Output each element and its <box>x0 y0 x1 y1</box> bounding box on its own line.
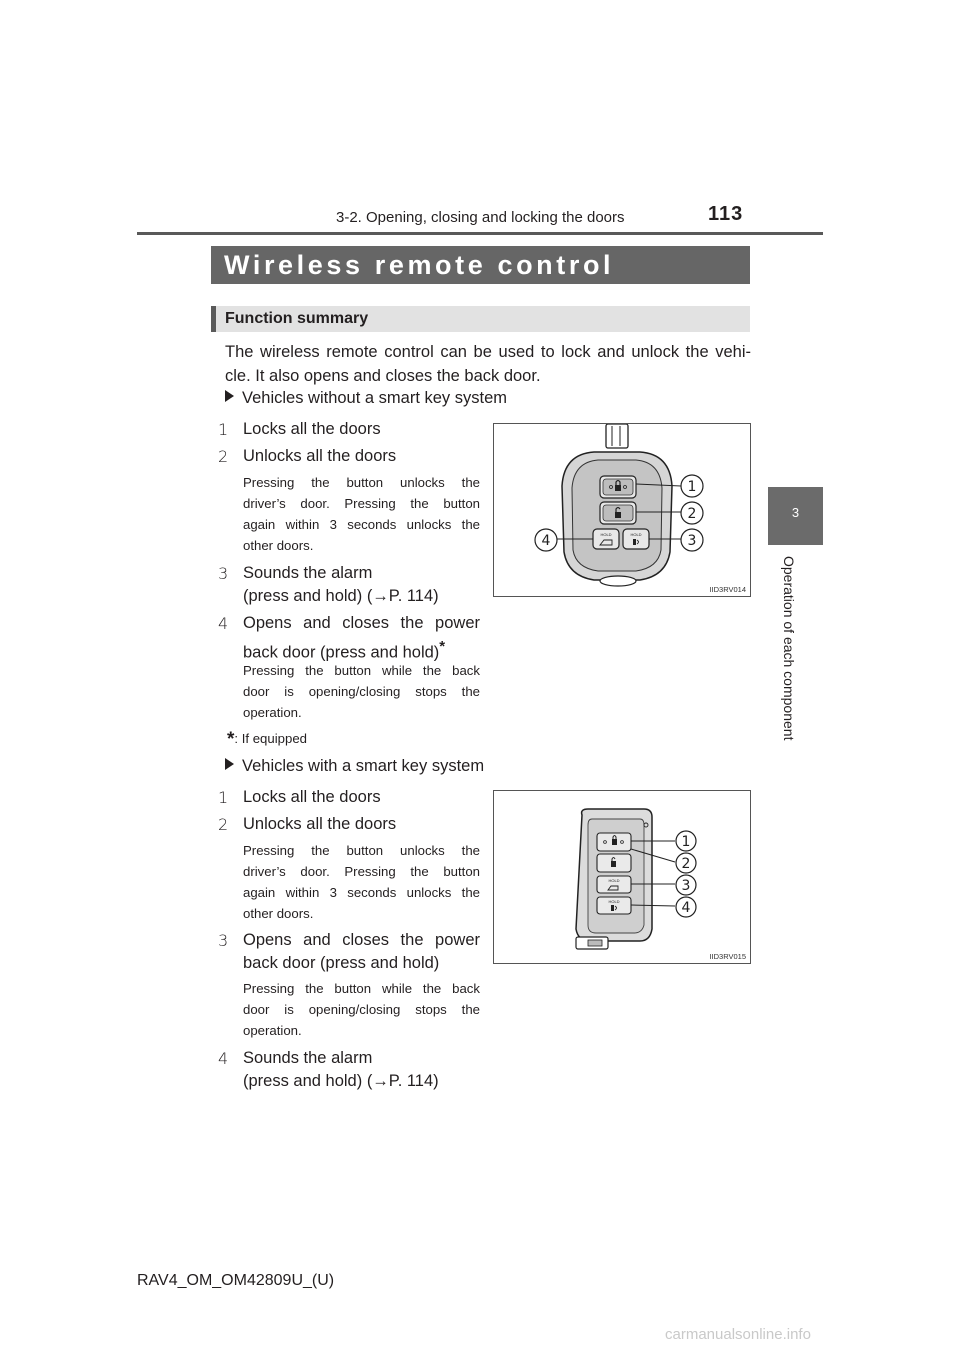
item-number: 4 <box>218 614 229 633</box>
item-number: 1 <box>218 420 229 439</box>
note-line: driver’s door. Pressing the button <box>243 864 480 879</box>
page-title: Wireless remote control <box>224 250 615 280</box>
item-text-line-1: Opens and closes the power <box>243 614 480 632</box>
document-code: RAV4_OM_OM42809U_(U) <box>137 1272 335 1289</box>
callout-number: 1 <box>681 834 691 850</box>
item-number: 2 <box>218 447 229 466</box>
item-text-line-2: (press and hold) (→P. 114) <box>243 1072 439 1090</box>
note-line: driver’s door. Pressing the button <box>243 496 480 511</box>
case-heading-without-smart-key <box>225 389 507 408</box>
item-number: 4 <box>218 1049 229 1068</box>
note-line: Pressing the button unlocks the <box>243 843 480 858</box>
item-note <box>243 978 480 1041</box>
section-header: 3-2. Opening, closing and locking the doors <box>336 209 625 226</box>
item-note <box>243 472 480 556</box>
note-line: other doors. <box>243 538 314 553</box>
intro-paragraph <box>225 340 751 388</box>
chapter-tab-label-wrap <box>777 556 797 756</box>
figure-key-without-smart-key <box>493 423 751 597</box>
note-line: Pressing the button while the back <box>243 663 480 678</box>
item-text-line-2-text: back door (press and hold) <box>243 643 440 662</box>
note-line: other doors. <box>243 906 314 921</box>
callout-number: 3 <box>687 533 697 549</box>
note-line: operation. <box>243 705 302 720</box>
figure-key-with-smart-key <box>493 790 751 964</box>
note-line: door is opening/closing stops the <box>243 684 480 699</box>
item-number: 3 <box>218 931 229 950</box>
note-line: door is opening/closing stops the <box>243 1002 480 1017</box>
smart-key-illustration <box>494 791 750 963</box>
item-note <box>243 840 480 924</box>
key-fob-illustration <box>494 424 750 596</box>
note-line: again within 3 seconds unlocks the <box>243 885 480 900</box>
footnote-mark: * <box>227 729 235 750</box>
hold-label: HOLD <box>600 532 612 537</box>
item-number: 2 <box>218 815 229 834</box>
callout-number: 2 <box>687 506 697 522</box>
item-text-line-1: Sounds the alarm <box>243 564 373 582</box>
page-number: 113 <box>708 203 744 225</box>
hold-label: HOLD <box>608 878 620 883</box>
note-line: again within 3 seconds unlocks the <box>243 517 480 532</box>
item-number: 1 <box>218 788 229 807</box>
footnote-text: : If equipped <box>234 731 307 746</box>
item-text: Unlocks all the doors <box>243 447 397 465</box>
item-text-line-1: Opens and closes the power <box>243 931 480 949</box>
callout-number: 1 <box>687 479 697 495</box>
intro-line-2: cle. It also opens and closes the back door. <box>225 367 541 385</box>
callout-number: 3 <box>681 878 691 894</box>
case-heading-with-smart-key <box>225 757 484 776</box>
item-text-line-2: back door (press and hold) <box>243 954 440 972</box>
item-text: Unlocks all the doors <box>243 815 397 833</box>
asterisk-mark: * <box>439 638 446 655</box>
note-line: operation. <box>243 1023 302 1038</box>
subheading-accent <box>211 306 216 332</box>
hold-label: HOLD <box>630 532 642 537</box>
callout-number: 2 <box>681 856 691 872</box>
triangle-bullet-icon <box>225 758 234 770</box>
case-heading-text: Vehicles without a smart key system <box>242 389 508 407</box>
note-line: Pressing the button while the back <box>243 981 480 996</box>
intro-line-1: The wireless remote control can be used to lock and unlock the vehi- <box>225 343 751 361</box>
subheading: Function summary <box>225 310 369 327</box>
figure-code: IID3RV015 <box>709 952 746 961</box>
note-line: Pressing the button unlocks the <box>243 475 480 490</box>
chapter-tab-label: Operation of each component <box>781 556 797 741</box>
item-number: 3 <box>218 564 229 583</box>
figure-code: IID3RV014 <box>709 585 746 594</box>
watermark: carmanualsonline.info <box>665 1326 811 1343</box>
item-text-line-1: Sounds the alarm <box>243 1049 373 1067</box>
callout-number: 4 <box>681 900 691 916</box>
item-text-line-2: (press and hold) (→P. 114) <box>243 587 439 605</box>
header-rule <box>137 232 823 235</box>
callout-number: 4 <box>541 533 551 549</box>
item-note <box>243 660 480 723</box>
footnote <box>227 729 307 751</box>
chapter-tab-number: 3 <box>791 505 800 520</box>
item-text: Locks all the doors <box>243 788 381 806</box>
item-text: Locks all the doors <box>243 420 381 438</box>
triangle-bullet-icon <box>225 390 234 402</box>
hold-label: HOLD <box>608 899 620 904</box>
case-heading-text: Vehicles with a smart key system <box>242 757 485 775</box>
